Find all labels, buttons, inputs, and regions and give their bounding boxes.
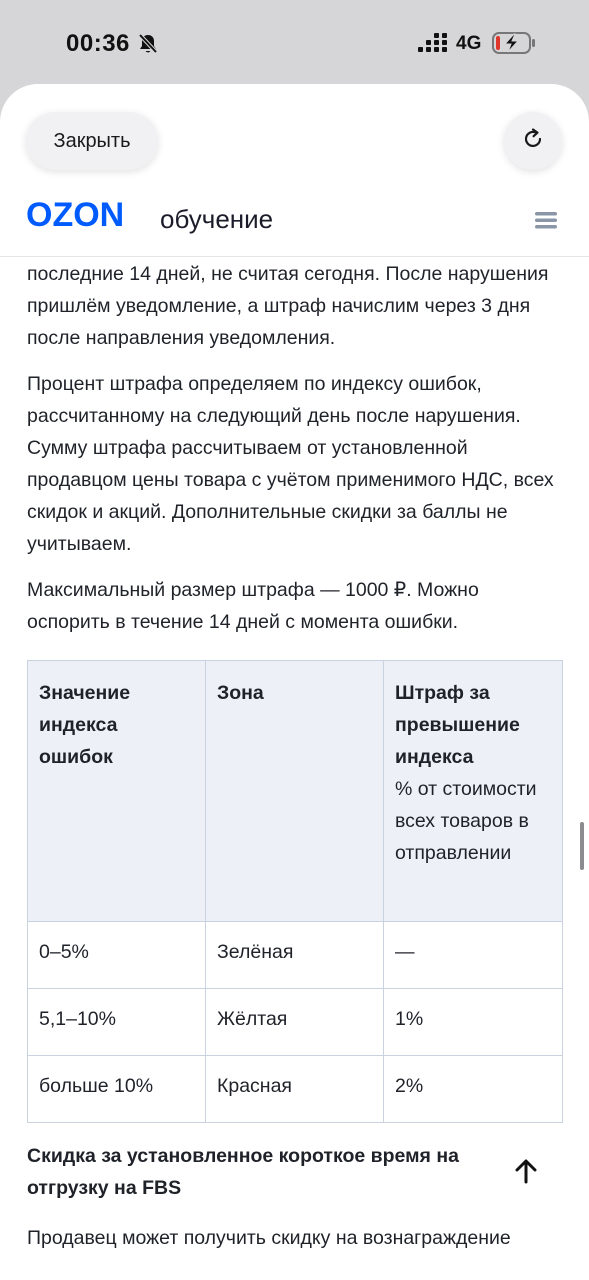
section-subheading: Скидка за установленное короткое время на отгрузку на FBS: [27, 1145, 459, 1199]
battery-charging-icon: [492, 31, 536, 60]
table-row: [28, 922, 563, 989]
table-row: [28, 1056, 563, 1123]
table-header-cell: Штраф за превышение индекса % от стоимости всех товаров в отправлении: [384, 661, 563, 922]
page-scrollbar[interactable]: [580, 822, 584, 870]
table-header-cell: Зона: [206, 661, 384, 922]
table-cell: 2%: [384, 1056, 563, 1123]
article-paragraph: последние 14 дней, не считая сегодня. После нарушения пришлём уведомление, а штраф начислим через 3 дня после направления уведомления.: [27, 263, 549, 349]
penalty-table: [27, 660, 563, 1123]
table-cell: 0–5%: [28, 922, 206, 989]
table-cell: Красная: [206, 1056, 384, 1123]
table-cell: 5,1–10%: [28, 989, 206, 1056]
reload-button[interactable]: [504, 112, 562, 170]
ozon-logo[interactable]: [26, 198, 150, 235]
bell-muted-icon: [138, 33, 158, 60]
table-cell: Жёлтая: [206, 989, 384, 1056]
article-paragraph: Процент штрафа определяем по индексу ошибок, рассчитанному на следующий день после нарушения. Сумму штрафа рассчитываем от установленной продавцом цены товара с учётом применимого НДС, всех скидок и акций. Дополнительные скидки за баллы не учитываем.: [27, 373, 554, 555]
hamburger-menu-icon[interactable]: [535, 210, 557, 235]
article-paragraph: Продавец может получить скидку на вознаграждение: [27, 1227, 511, 1249]
table-cell: больше 10%: [28, 1056, 206, 1123]
article-paragraph: Максимальный размер штрафа — 1000 ₽. Можно оспорить в течение 14 дней с момента ошибки.: [27, 579, 479, 633]
table-header-row: [28, 661, 563, 922]
logo-subtitle: обучение: [160, 204, 274, 234]
table-header-cell: Значение индекса ошибок: [28, 661, 206, 922]
table-cell: 1%: [384, 989, 563, 1056]
table-row: [28, 989, 563, 1056]
status-bar: [0, 0, 589, 84]
reload-icon: [521, 127, 545, 156]
table-cell: Зелёная: [206, 922, 384, 989]
browser-sheet: [0, 84, 589, 1280]
status-time: 00:36: [66, 30, 130, 57]
article-content: [27, 256, 567, 1249]
network-type: 4G: [456, 33, 482, 54]
site-header: [0, 184, 589, 257]
close-button[interactable]: Закрыть: [26, 112, 158, 170]
logo-text: OZON: [26, 196, 125, 234]
scroll-to-top-arrow-icon[interactable]: [514, 1158, 538, 1189]
signal-icon: [418, 33, 450, 58]
table-cell: —: [384, 922, 563, 989]
